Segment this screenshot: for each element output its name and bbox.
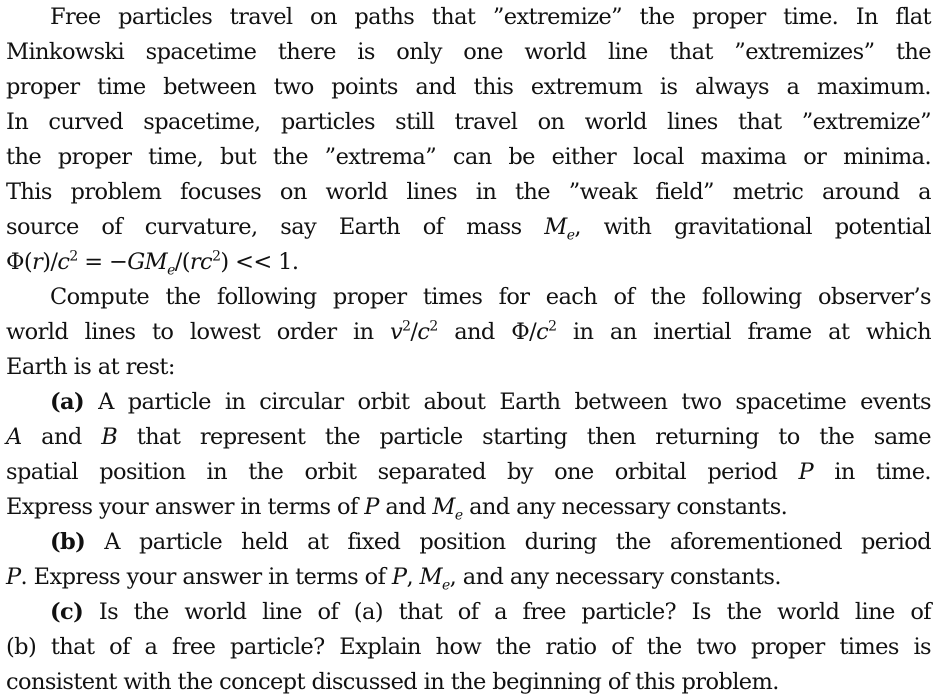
part-c-line-3 [6,665,931,700]
part-c-line-1 [50,595,931,630]
text-run: Compute the following proper times for each of the following observer’s [50,284,931,310]
math-earth-mass: $M_e$ [432,494,463,524]
text-run: and [378,494,433,520]
part-b-label: (b) [50,529,86,555]
paragraph-2-line-3 [6,350,931,385]
text-run: << 1. [228,249,299,275]
text-run: and [21,424,102,450]
paragraph-1-line-4 [6,105,931,140]
text-run: A particle in circular orbit about Earth between two spacetime events [84,389,931,415]
text-run: Express your answer in terms of [6,494,365,520]
part-a-label: (a) [50,389,85,415]
math-period: P [364,494,379,520]
text-run: Earth is at rest: [6,354,175,380]
text-run: Minkowski spacetime there is only one world line that ”extremizes” the [6,39,931,65]
paragraph-1-line-2 [6,35,931,70]
text-run: , [406,564,420,590]
paragraph-2-line-1 [50,280,931,315]
text-run: , and any necessary constants. [449,564,781,590]
part-a-line-3 [6,455,931,490]
paragraph-2-line-2 [6,315,931,350]
text-run: Is the world line of (a) that of a free particle? Is the world line of [83,599,931,625]
math-earth-mass: $M_e$ [544,214,575,244]
math-event-a: A [6,424,22,450]
text-run: . Express your answer in terms of [20,564,392,590]
math-event-b: B [101,424,118,450]
text-run: and any necessary constants. [462,494,788,520]
text-run: , with gravitational potential [574,214,931,240]
text-run: spatial position in the orbit separated by one orbital period [6,459,799,485]
part-b-line-2 [6,560,931,595]
paragraph-1-line-7 [6,210,931,245]
paragraph-1-line-5 [6,140,931,175]
part-a-line-2 [6,420,931,455]
text-run: consistent with the concept discussed in the beginning of this problem. [6,669,779,695]
paragraph-1-line-8 [6,245,931,280]
math-period: P [798,459,814,485]
part-c-label: (c) [50,599,84,625]
text-run: and [437,319,512,345]
math-period: P [6,564,21,590]
text-run: In curved spacetime, particles still travel on world lines that ”extremize” [6,109,931,135]
text-run: proper time between two points and this extremum is always a maximum. [6,74,931,100]
text-run: that represent the particle starting then returning to the same [117,424,931,450]
paragraph-1-line-6 [6,175,931,210]
part-c-line-2 [6,630,931,665]
part-a-line-1 [50,385,931,420]
math-velocity-ratio: $v^2/c^2$ [390,318,438,345]
paragraph-1-line-3 [6,70,931,105]
text-run: A particle held at fixed position during the aforementioned period [85,529,931,555]
text-run: in an inertial frame at which [556,319,931,345]
math-period: P [391,564,407,590]
math-earth-mass: $M_e$ [419,564,450,594]
math-potential-expression: $\Phi(r)/c^2 = -GM_e/(rc^2)$ [6,248,229,279]
text-run: Free particles travel on paths that ”extremize” the proper time. In flat [50,4,931,30]
math-potential-ratio: $\Phi/c^2$ [511,318,557,345]
text-run: world lines to lowest order in [6,319,391,345]
paragraph-1-line-1 [50,0,931,35]
text-run: in time. [813,459,931,485]
text-run: the proper time, but the ”extrema” can be either local maxima or minima. [6,144,931,170]
text-run: This problem focuses on world lines in the ”weak field” metric around a [6,179,931,205]
text-run: (b) that of a free particle? Explain how the ratio of the two proper times is [6,634,931,660]
part-a-line-4 [6,490,931,525]
text-run: source of curvature, say Earth of mass [6,214,545,240]
part-b-line-1 [50,525,931,560]
